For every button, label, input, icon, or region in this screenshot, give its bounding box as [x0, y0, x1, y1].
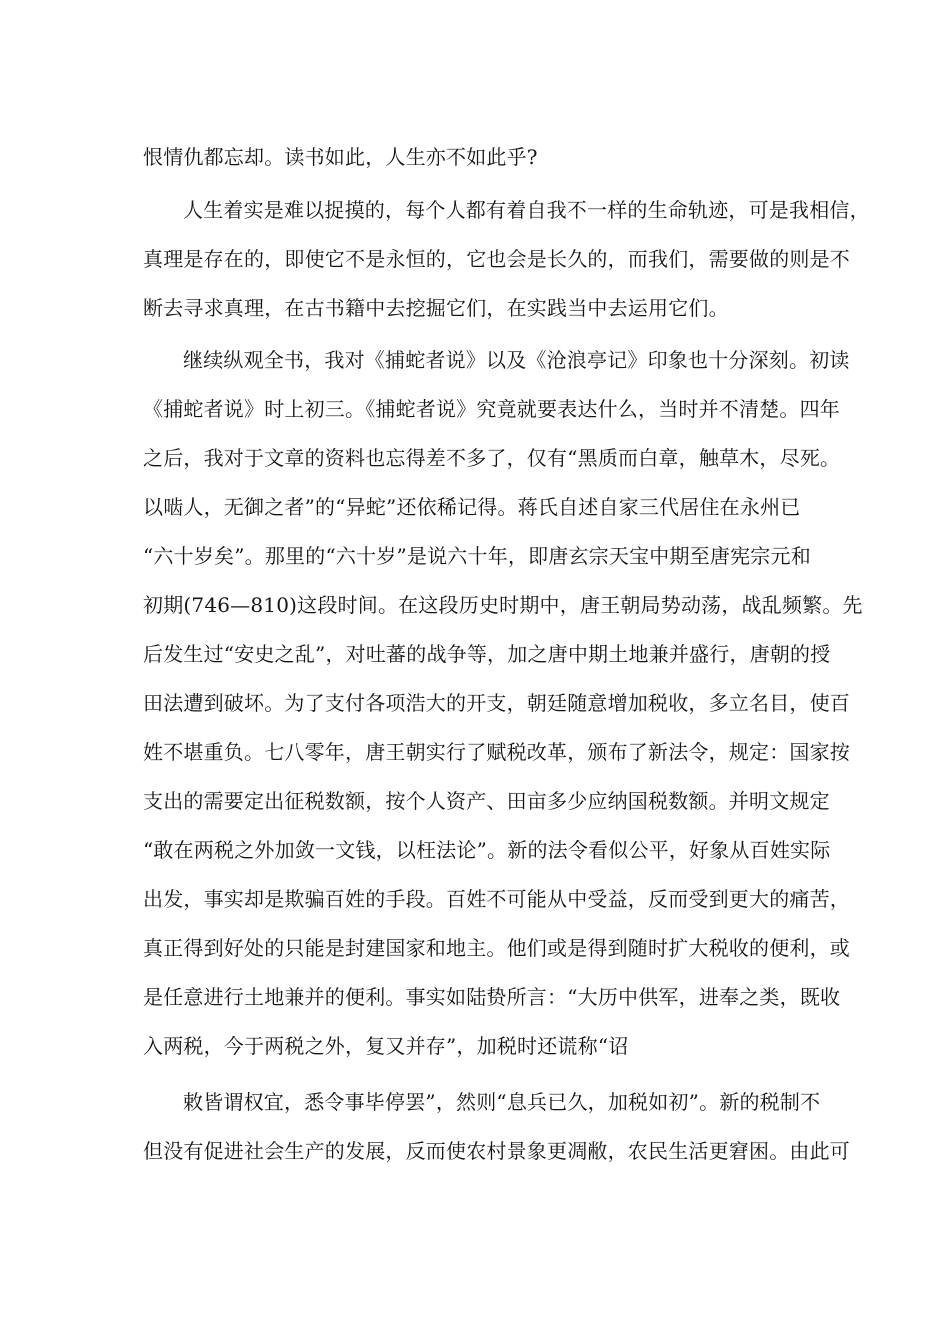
text-line: 是任意进行土地兼并的便利。事实如陆贽所言：“大历中供军，进奉之类，既收	[143, 985, 841, 1009]
text-line: 出发，事实却是欺骗百姓的手段。百姓不可能从中受益，反而受到更大的痛苦，	[143, 887, 850, 911]
text-line: 后发生过“安史之乱”，对吐蕃的战争等，加之唐中期土地兼并盛行，唐朝的授	[143, 642, 831, 666]
text-line: 田法遭到破坏。为了支付各项浩大的开支，朝廷随意增加税收，多立名目，使百	[143, 691, 850, 715]
text-line: 支出的需要定出征税数额，按个人资产、田亩多少应纳国税数额。并明文规定	[143, 789, 830, 813]
text-line: “六十岁矣”。那里的“六十岁”是说六十年，即唐玄宗天宝中期至唐宪宗元和	[143, 544, 811, 568]
text-line: 真正得到好处的只能是封建国家和地主。他们或是得到随时扩大税收的便利，或	[143, 936, 850, 960]
text-line: 断去寻求真理，在古书籍中去挖掘它们，在实践当中去运用它们。	[143, 296, 729, 320]
text-line: 初期(746—810)这段时间。在这段历史时期中，唐王朝局势动荡，战乱频繁。先	[143, 593, 863, 617]
text-line: 恨情仇都忘却。读书如此，人生亦不如此乎?	[143, 145, 538, 169]
text-line: 以啮人，无御之者”的“异蛇”还依稀记得。蒋氏自述自家三代居住在永州已	[143, 495, 801, 519]
text-line: 人生着实是难以捉摸的，每个人都有着自我不一样的生命轨迹，可是我相信，	[183, 198, 870, 222]
text-line: 真理是存在的，即使它不是永恒的，它也会是长久的，而我们，需要做的则是不	[143, 247, 850, 271]
text-line: “敢在两税之外加敛一文钱，以枉法论”。新的法令看似公平，好象从百姓实际	[143, 838, 831, 862]
text-line: 入两税，今于两税之外，复又并存”，加税时还谎称“诏	[143, 1034, 629, 1058]
text-line: 《捕蛇者说》时上初三。《捕蛇者说》究竟就要表达什么，当时并不清楚。四年	[143, 397, 840, 421]
text-line: 敕皆谓权宜，悉令事毕停罢”，然则“息兵已久，加税如初”。新的税制不	[183, 1090, 821, 1114]
text-line: 姓不堪重负。七八零年，唐王朝实行了赋税改革，颁布了新法令，规定：国家按	[143, 740, 850, 764]
text-line: 继续纵观全书，我对《捕蛇者说》以及《沧浪亭记》印象也十分深刻。初读	[183, 348, 850, 372]
text-line: 但没有促进社会生产的发展，反而使农村景象更凋敝，农民生活更窘困。由此可	[143, 1139, 850, 1163]
text-line: 之后，我对于文章的资料也忘得差不多了，仅有“黑质而白章，触草木，尽死。	[143, 446, 841, 470]
